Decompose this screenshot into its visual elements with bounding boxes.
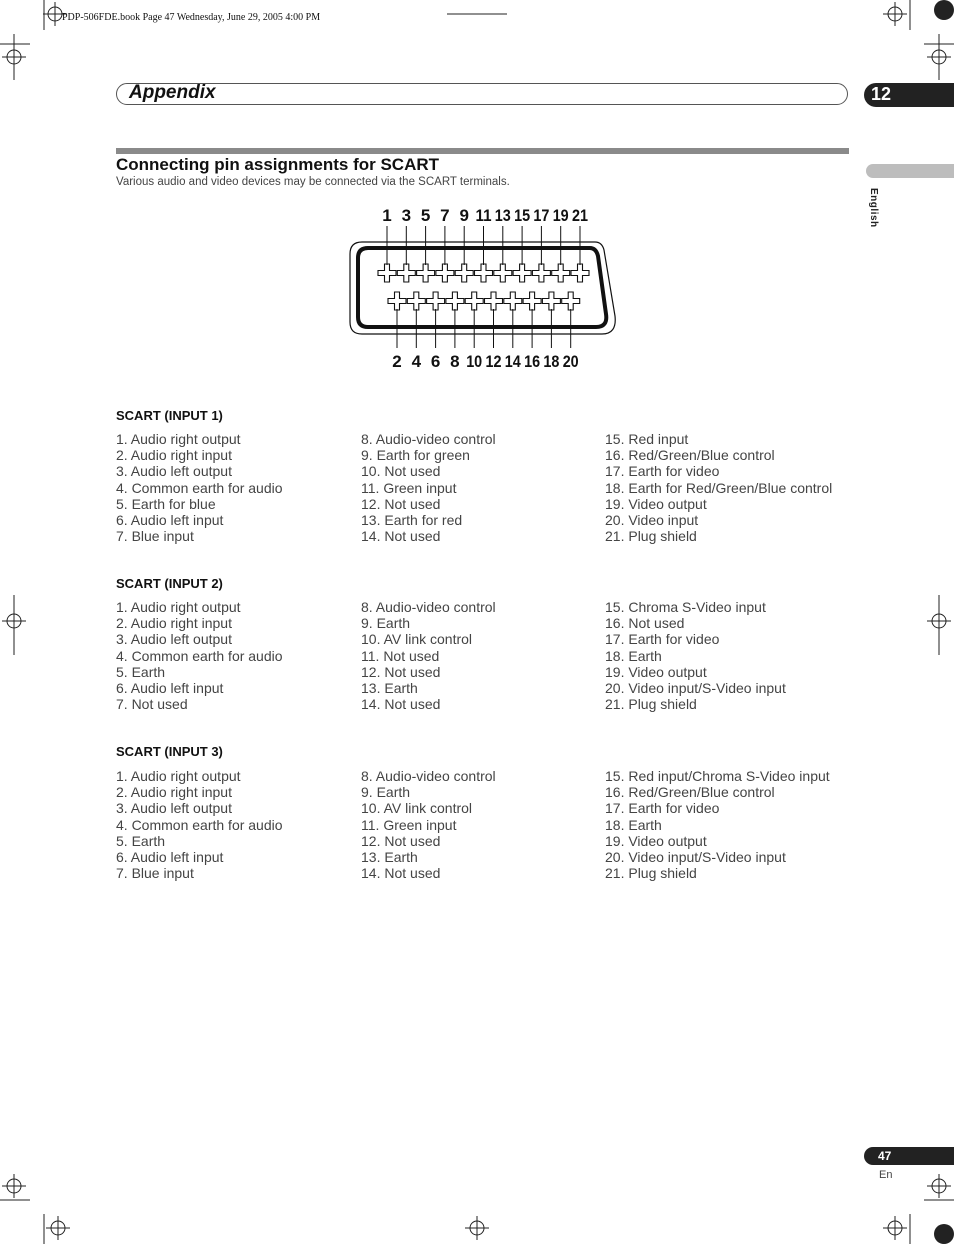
pin-assignment-item: 18. Earth — [605, 647, 662, 664]
bottom-pin-label: 8 — [450, 352, 460, 371]
scart-connector-icon — [340, 196, 630, 380]
scart-pin-icon — [388, 292, 406, 310]
pin-assignment-item: 21. Plug shield — [605, 696, 697, 713]
pin-assignment-item: 9. Earth — [361, 784, 411, 801]
bottom-pin-label: 16 — [524, 352, 541, 371]
pin-list-column — [116, 768, 283, 881]
pin-assignment-item: 10. AV link control — [361, 631, 473, 648]
top-pin-label: 5 — [420, 206, 431, 225]
pin-list-column — [361, 431, 496, 544]
group-heading-input-2: SCART (INPUT 2) — [116, 576, 223, 591]
pin-assignment-item: 3. Audio left output — [116, 631, 232, 648]
pin-assignment-item: 2. Audio right input — [116, 447, 232, 464]
pin-assignment-item: 16. Red/Green/Blue control — [605, 447, 775, 464]
pin-assignment-item: 3. Audio left output — [116, 463, 232, 480]
top-pin-label: 9 — [459, 206, 469, 225]
pin-assignment-item: 5. Earth — [116, 663, 166, 680]
pin-list-column — [361, 599, 496, 712]
pin-list-column — [361, 768, 496, 881]
pin-assignment-item: 20. Video input — [605, 511, 699, 528]
pin-assignment-item: 19. Video output — [605, 832, 707, 849]
pin-assignment-item: 4. Common earth for audio — [116, 479, 283, 496]
pin-assignment-item: 19. Video output — [605, 663, 707, 680]
header-bar — [116, 83, 848, 105]
pin-list-column — [605, 599, 786, 712]
scart-pin-icon — [513, 264, 531, 282]
scart-pin-icon — [427, 292, 445, 310]
pin-assignment-item: 19. Video output — [605, 495, 707, 512]
pin-assignment-item: 1. Audio right output — [116, 431, 241, 447]
page-number-tab — [864, 1147, 954, 1165]
pin-assignment-item: 13. Earth — [361, 848, 418, 865]
pin-assignment-item: 10. Not used — [361, 463, 441, 480]
scart-pin-icon — [378, 264, 396, 282]
top-pin-label: 13 — [494, 206, 511, 225]
bottom-pin-label: 20 — [562, 352, 579, 371]
scart-pin-icon — [465, 292, 483, 310]
pin-assignment-item: 7. Not used — [116, 696, 188, 713]
bottom-pin-label: 4 — [411, 352, 422, 371]
scart-pin-icon — [504, 292, 522, 310]
top-pin-label: 1 — [382, 206, 392, 225]
pin-assignment-item: 21. Plug shield — [605, 865, 697, 882]
pin-assignment-item: 8. Audio-video control — [361, 431, 496, 447]
top-pin-label: 7 — [440, 206, 450, 225]
pin-assignment-item: 14. Not used — [361, 528, 441, 545]
section-title: Connecting pin assignments for SCART — [116, 155, 440, 174]
book-info: PDP-506FDE.book Page 47 Wednesday, June 29, 2005 4:00 PM — [62, 12, 321, 23]
top-pin-label: 17 — [533, 206, 550, 225]
pin-assignment-item: 7. Blue input — [116, 528, 194, 545]
pin-assignment-item: 4. Common earth for audio — [116, 647, 283, 664]
page-title: Appendix — [129, 82, 216, 103]
pin-assignment-item: 17. Earth for video — [605, 800, 720, 817]
pin-assignment-item: 3. Audio left output — [116, 800, 232, 817]
scart-pin-icon — [475, 264, 493, 282]
chapter-number: 12 — [864, 83, 954, 107]
language-label: English — [868, 188, 879, 228]
group-heading-input-3: SCART (INPUT 3) — [116, 744, 223, 759]
section-rule — [116, 148, 849, 154]
scart-pin-icon — [397, 264, 415, 282]
bottom-pin-label: 10 — [466, 352, 483, 371]
pin-assignment-item: 4. Common earth for audio — [116, 816, 283, 833]
top-pin-label: 11 — [475, 206, 492, 225]
top-pin-label: 15 — [514, 206, 531, 225]
scart-pin-icon — [485, 292, 503, 310]
pin-assignment-item: 18. Earth for Red/Green/Blue control — [605, 479, 833, 496]
pin-assignment-item: 13. Earth — [361, 679, 418, 696]
pin-assignment-item: 11. Not used — [361, 647, 440, 664]
pin-assignment-item: 2. Audio right input — [116, 615, 232, 632]
pin-assignment-item: 12. Not used — [361, 663, 441, 680]
pin-assignment-item: 12. Not used — [361, 495, 441, 512]
scart-pin-icon — [417, 264, 435, 282]
pin-assignment-item: 15. Red input — [605, 431, 689, 447]
scart-pin-icon — [523, 292, 541, 310]
scart-pin-icon — [532, 264, 550, 282]
scart-pin-icon — [552, 264, 570, 282]
scart-pin-icon — [407, 292, 425, 310]
pin-assignment-item: 13. Earth for red — [361, 511, 463, 528]
pin-assignment-item: 6. Audio left input — [116, 679, 224, 696]
pin-assignment-item: 2. Audio right input — [116, 784, 232, 801]
pin-assignment-item: 15. Chroma S-Video input — [605, 599, 766, 615]
pin-assignment-item: 6. Audio left input — [116, 511, 224, 528]
pin-assignment-item: 6. Audio left input — [116, 848, 224, 865]
bottom-pin-label: 2 — [392, 352, 402, 371]
pin-assignment-item: 16. Red/Green/Blue control — [605, 784, 775, 801]
bottom-pin-label: 18 — [543, 352, 560, 371]
pin-assignment-item: 5. Earth — [116, 832, 166, 849]
pin-assignment-item: 11. Green input — [361, 479, 457, 496]
group-heading-input-1: SCART (INPUT 1) — [116, 408, 223, 423]
scart-connector-diagram — [340, 196, 630, 380]
pin-assignment-item: 14. Not used — [361, 865, 441, 882]
scart-pin-icon — [542, 292, 560, 310]
page-language-code: En — [879, 1169, 893, 1181]
pin-assignment-item: 18. Earth — [605, 816, 662, 833]
pin-assignment-item: 20. Video input/S-Video input — [605, 679, 786, 696]
bottom-pin-label: 14 — [504, 352, 522, 371]
pin-list-column — [605, 768, 830, 881]
pin-assignment-item: 1. Audio right output — [116, 768, 241, 784]
pin-assignment-item: 9. Earth — [361, 615, 411, 632]
pin-list-column — [605, 431, 832, 544]
scart-pin-icon — [571, 264, 589, 282]
pin-assignment-item: 17. Earth for video — [605, 463, 720, 480]
language-tab — [866, 164, 954, 178]
pin-list-column — [116, 599, 283, 712]
page-number: 47 — [878, 1149, 892, 1163]
pin-assignment-item: 21. Plug shield — [605, 528, 697, 545]
pin-assignment-item: 15. Red input/Chroma S-Video input — [605, 768, 830, 784]
scart-pin-icon — [436, 264, 454, 282]
pin-assignment-item: 11. Green input — [361, 816, 457, 833]
scart-pin-icon — [455, 264, 473, 282]
pin-assignment-item: 20. Video input/S-Video input — [605, 848, 786, 865]
pin-assignment-item: 8. Audio-video control — [361, 768, 496, 784]
pin-assignment-item: 16. Not used — [605, 615, 685, 632]
pin-assignment-item: 8. Audio-video control — [361, 599, 496, 615]
top-pin-label: 3 — [401, 206, 412, 225]
pin-assignment-item: 10. AV link control — [361, 800, 473, 817]
scart-pin-icon — [446, 292, 464, 310]
pin-assignment-item: 1. Audio right output — [116, 599, 241, 615]
top-pin-label: 19 — [552, 206, 569, 225]
section-intro: Various audio and video devices may be connected via the SCART terminals. — [116, 176, 510, 188]
bottom-pin-label: 12 — [485, 352, 502, 371]
top-pin-label: 21 — [572, 206, 588, 225]
bottom-pin-label: 6 — [430, 352, 441, 371]
pin-assignment-item: 9. Earth for green — [361, 447, 470, 464]
pin-assignment-item: 5. Earth for blue — [116, 495, 216, 512]
pin-assignment-item: 17. Earth for video — [605, 631, 720, 648]
pin-assignment-item: 14. Not used — [361, 696, 441, 713]
scart-pin-icon — [562, 292, 580, 310]
pin-assignment-item: 7. Blue input — [116, 865, 194, 882]
pin-list-column — [116, 431, 283, 544]
pin-assignment-item: 12. Not used — [361, 832, 441, 849]
scart-pin-icon — [494, 264, 512, 282]
